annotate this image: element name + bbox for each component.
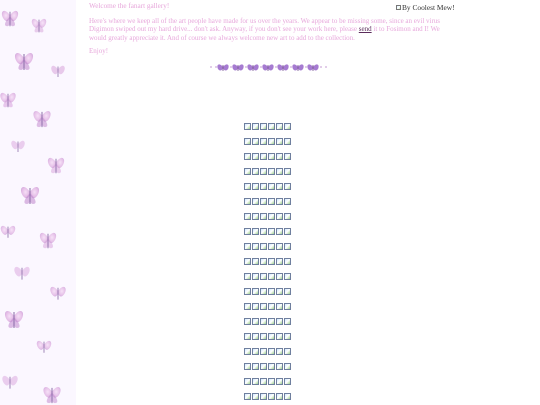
fanart-thumbnail[interactable] [276,318,283,325]
thumbnail-row [244,213,298,220]
butterfly-divider [210,62,330,72]
fanart-thumbnail[interactable] [284,168,291,175]
fanart-thumbnail[interactable] [268,228,275,235]
fanart-thumbnail[interactable] [252,168,259,175]
fanart-thumbnail[interactable] [260,198,267,205]
header-image-placeholder [396,3,455,12]
fanart-thumbnail[interactable] [252,198,259,205]
fanart-thumbnail[interactable] [260,333,267,340]
fanart-thumbnail[interactable] [284,153,291,160]
fanart-thumbnail[interactable] [284,273,291,280]
fanart-thumbnail[interactable] [260,183,267,190]
fanart-thumbnail[interactable] [260,288,267,295]
fanart-thumbnail[interactable] [260,123,267,130]
fanart-thumbnail[interactable] [284,393,291,400]
fanart-thumbnail[interactable] [252,333,259,340]
fanart-thumbnail[interactable] [252,183,259,190]
fanart-thumbnail[interactable] [260,393,267,400]
fanart-thumbnail[interactable] [252,363,259,370]
fanart-thumbnail[interactable] [276,138,283,145]
gallery-description [89,17,454,42]
fanart-thumbnail[interactable] [260,168,267,175]
thumbnail-row [244,303,298,310]
fanart-thumbnail[interactable] [268,258,275,265]
fanart-thumbnail[interactable] [252,378,259,385]
fanart-thumbnail[interactable] [252,318,259,325]
gallery-description-after-link: it to Fosimon and I! We would greatly appreciate it. And of course we always welcome new art to add to the collection. [89,25,440,42]
fanart-thumbnail[interactable] [260,243,267,250]
fanart-thumbnail[interactable] [268,243,275,250]
fanart-thumbnail[interactable] [244,138,251,145]
thumbnail-row [244,198,298,205]
fanart-thumbnail[interactable] [244,303,251,310]
fanart-thumbnail[interactable] [244,123,251,130]
fanart-thumbnail[interactable] [244,258,251,265]
fanart-thumbnail[interactable] [252,288,259,295]
butterfly-icon [262,64,273,71]
fanart-thumbnail[interactable] [268,348,275,355]
fanart-thumbnail[interactable] [268,138,275,145]
thumbnail-row [244,228,298,235]
thumbnail-row [244,348,298,355]
fanart-thumbnail[interactable] [252,303,259,310]
fanart-thumbnail[interactable] [268,198,275,205]
fanart-thumbnail[interactable] [276,183,283,190]
fanart-thumbnail[interactable] [268,378,275,385]
fanart-thumbnail[interactable] [260,138,267,145]
fanart-thumbnail[interactable] [284,318,291,325]
fanart-thumbnail[interactable] [252,243,259,250]
fanart-thumbnail[interactable] [260,273,267,280]
fanart-thumbnail[interactable] [260,228,267,235]
fanart-thumbnail[interactable] [268,153,275,160]
butterfly-icon [292,64,303,71]
fanart-thumbnail[interactable] [276,393,283,400]
thumbnail-row [244,288,298,295]
fanart-thumbnail[interactable] [244,393,251,400]
fanart-thumbnail[interactable] [244,243,251,250]
butterfly-icon [232,64,243,71]
butterfly-icon [277,64,288,71]
fanart-thumbnail[interactable] [284,123,291,130]
fanart-thumbnail[interactable] [284,198,291,205]
fanart-thumbnail[interactable] [244,273,251,280]
fanart-thumbnail[interactable] [268,123,275,130]
fanart-thumbnail[interactable] [268,303,275,310]
fanart-thumbnail[interactable] [244,168,251,175]
fanart-thumbnail[interactable] [284,258,291,265]
thumbnail-row [244,273,298,280]
butterfly-icon [247,64,258,71]
fanart-thumbnail[interactable] [252,348,259,355]
thumbnail-row [244,168,298,175]
fanart-thumbnail[interactable] [244,363,251,370]
fanart-thumbnail[interactable] [244,288,251,295]
thumbnail-row [244,258,298,265]
fanart-thumbnail[interactable] [276,348,283,355]
fanart-thumbnail[interactable] [276,288,283,295]
thumbnail-row [244,378,298,385]
fanart-thumbnail[interactable] [276,243,283,250]
fanart-thumbnail[interactable] [260,303,267,310]
fanart-thumbnail[interactable] [244,153,251,160]
fanart-thumbnail[interactable] [276,333,283,340]
fanart-thumbnail[interactable] [252,273,259,280]
thumbnail-row [244,138,298,145]
fanart-thumbnail[interactable] [252,123,259,130]
thumbnail-row [244,183,298,190]
fanart-thumbnail[interactable] [284,183,291,190]
fanart-thumbnail[interactable] [244,378,251,385]
gallery-description-before-link: Here's where we keep all of the art people have made for us over the years. We appear to be missing some, since an evil virus Digimon swiped out my hard drive... don't ask. Anyway, if you don't see your work here, please [89,17,441,34]
fanart-thumbnail[interactable] [276,378,283,385]
fanart-thumbnail[interactable] [276,168,283,175]
thumbnail-row [244,363,298,370]
fanart-thumbnail[interactable] [244,333,251,340]
fanart-thumbnail[interactable] [284,348,291,355]
fanart-thumbnail[interactable] [284,333,291,340]
fanart-thumbnail[interactable] [252,213,259,220]
fanart-thumbnail[interactable] [268,213,275,220]
butterfly-icon [307,64,318,71]
fanart-thumbnail[interactable] [268,168,275,175]
broken-image-icon [396,5,401,10]
fanart-thumbnail[interactable] [284,363,291,370]
fanart-thumbnail[interactable] [276,123,283,130]
fanart-thumbnail[interactable] [260,348,267,355]
fanart-thumbnail[interactable] [252,138,259,145]
fanart-thumbnail[interactable] [252,393,259,400]
thumbnail-row [244,393,298,400]
thumbnail-row [244,243,298,250]
fanart-thumbnail[interactable] [276,303,283,310]
fanart-thumbnail[interactable] [276,258,283,265]
fanart-thumbnail[interactable] [244,213,251,220]
welcome-message: Welcome the fanart gallery! [89,2,170,10]
fanart-thumbnail[interactable] [284,303,291,310]
fanart-thumbnail[interactable] [268,288,275,295]
thumbnail-row [244,153,298,160]
fanart-thumbnail[interactable] [284,228,291,235]
fanart-thumbnail-grid [244,123,298,405]
fanart-thumbnail[interactable] [252,153,259,160]
send-link[interactable]: send [358,25,372,34]
fanart-thumbnail[interactable] [244,198,251,205]
thumbnail-row [244,333,298,340]
fanart-thumbnail[interactable] [276,153,283,160]
fanart-thumbnail[interactable] [260,318,267,325]
fanart-thumbnail[interactable] [284,243,291,250]
fanart-thumbnail[interactable] [276,213,283,220]
fanart-thumbnail[interactable] [268,393,275,400]
header-image-alt-text: By Coolest Mew! [402,3,455,12]
fanart-thumbnail[interactable] [260,363,267,370]
butterfly-sidebar-background [0,0,76,405]
fanart-thumbnail[interactable] [268,183,275,190]
fanart-thumbnail[interactable] [260,258,267,265]
fanart-thumbnail[interactable] [276,228,283,235]
fanart-thumbnail[interactable] [268,363,275,370]
fanart-thumbnail[interactable] [276,198,283,205]
fanart-thumbnail[interactable] [268,273,275,280]
fanart-thumbnail[interactable] [284,138,291,145]
fanart-thumbnail[interactable] [268,333,275,340]
thumbnail-row [244,123,298,130]
fanart-thumbnail[interactable] [244,318,251,325]
fanart-thumbnail[interactable] [252,228,259,235]
butterfly-icon [217,64,228,71]
fanart-thumbnail[interactable] [260,153,267,160]
fanart-thumbnail[interactable] [260,378,267,385]
fanart-thumbnail[interactable] [276,363,283,370]
thumbnail-row [244,318,298,325]
fanart-thumbnail[interactable] [268,318,275,325]
fanart-thumbnail[interactable] [284,213,291,220]
fanart-thumbnail[interactable] [276,273,283,280]
fanart-thumbnail[interactable] [244,348,251,355]
enjoy-message: Enjoy! [89,46,109,55]
fanart-thumbnail[interactable] [244,183,251,190]
fanart-thumbnail[interactable] [252,258,259,265]
fanart-thumbnail[interactable] [244,228,251,235]
fanart-thumbnail[interactable] [260,213,267,220]
fanart-thumbnail[interactable] [284,378,291,385]
fanart-thumbnail[interactable] [284,288,291,295]
